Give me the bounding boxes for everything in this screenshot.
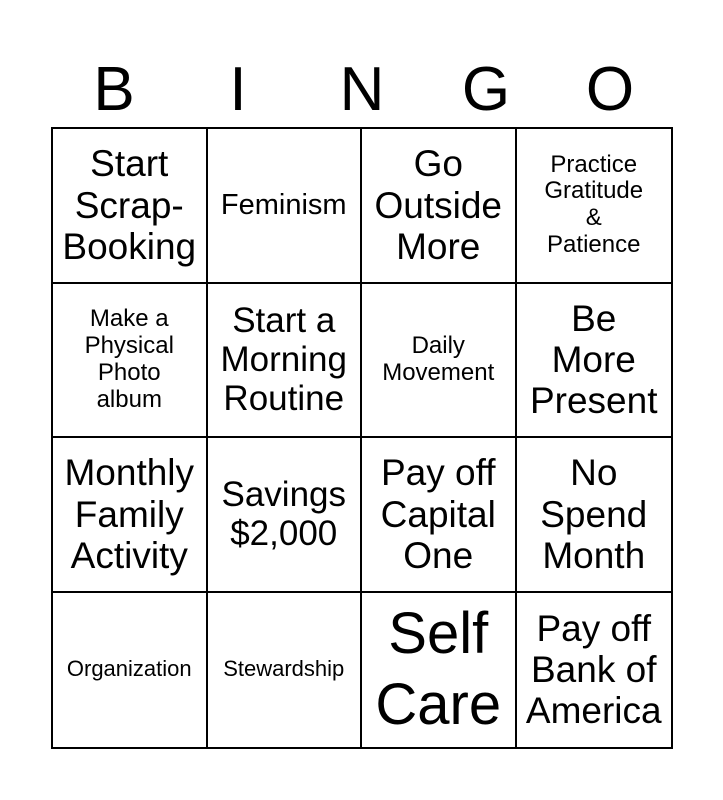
bingo-cell[interactable] — [208, 438, 363, 593]
cell-label: Stewardship — [223, 656, 345, 682]
cell-label: Savings $2,000 — [221, 475, 347, 554]
bingo-cell[interactable] — [362, 438, 517, 593]
bingo-cell[interactable] — [208, 284, 363, 439]
bingo-cell[interactable] — [53, 438, 208, 593]
bingo-board — [51, 127, 673, 749]
cell-label: Pay off Capital One — [380, 452, 496, 576]
bingo-cell[interactable] — [517, 129, 672, 284]
cell-label: Make a Physical Photo album — [84, 305, 174, 413]
cell-label: Feminism — [220, 189, 347, 222]
bingo-cell[interactable] — [517, 438, 672, 593]
cell-label: Pay off Bank of America — [525, 607, 662, 732]
bingo-cell[interactable] — [362, 593, 517, 748]
cell-label: Organization — [66, 656, 192, 682]
bingo-header — [52, 52, 672, 128]
cell-label: Self Care — [375, 601, 502, 737]
header-letter-n: N — [339, 55, 385, 124]
bingo-cell[interactable] — [53, 284, 208, 439]
bingo-cell[interactable] — [517, 593, 672, 748]
bingo-cell[interactable] — [362, 284, 517, 439]
header-letter-i: I — [229, 55, 247, 124]
cell-label: Daily Movement — [382, 331, 495, 386]
header-letter-o: O — [585, 55, 635, 124]
bingo-cell[interactable] — [53, 593, 208, 748]
bingo-cell[interactable] — [517, 284, 672, 439]
header-letter-g: G — [461, 55, 511, 124]
bingo-cell[interactable] — [208, 129, 363, 284]
header-letter-b: B — [93, 55, 135, 124]
bingo-cell[interactable] — [208, 593, 363, 748]
cell-label: Go Outside More — [374, 143, 502, 267]
cell-label: No Spend Month — [540, 452, 648, 576]
cell-label: Monthly Family Activity — [64, 452, 195, 576]
cell-label: Practice Gratitude & Patience — [544, 150, 644, 259]
cell-label: Start a Morning Routine — [220, 300, 347, 419]
cell-label: Be More Present — [529, 297, 658, 422]
bingo-cell[interactable] — [362, 129, 517, 284]
cell-label: Start Scrap- Booking — [62, 143, 197, 267]
bingo-cell[interactable] — [53, 129, 208, 284]
